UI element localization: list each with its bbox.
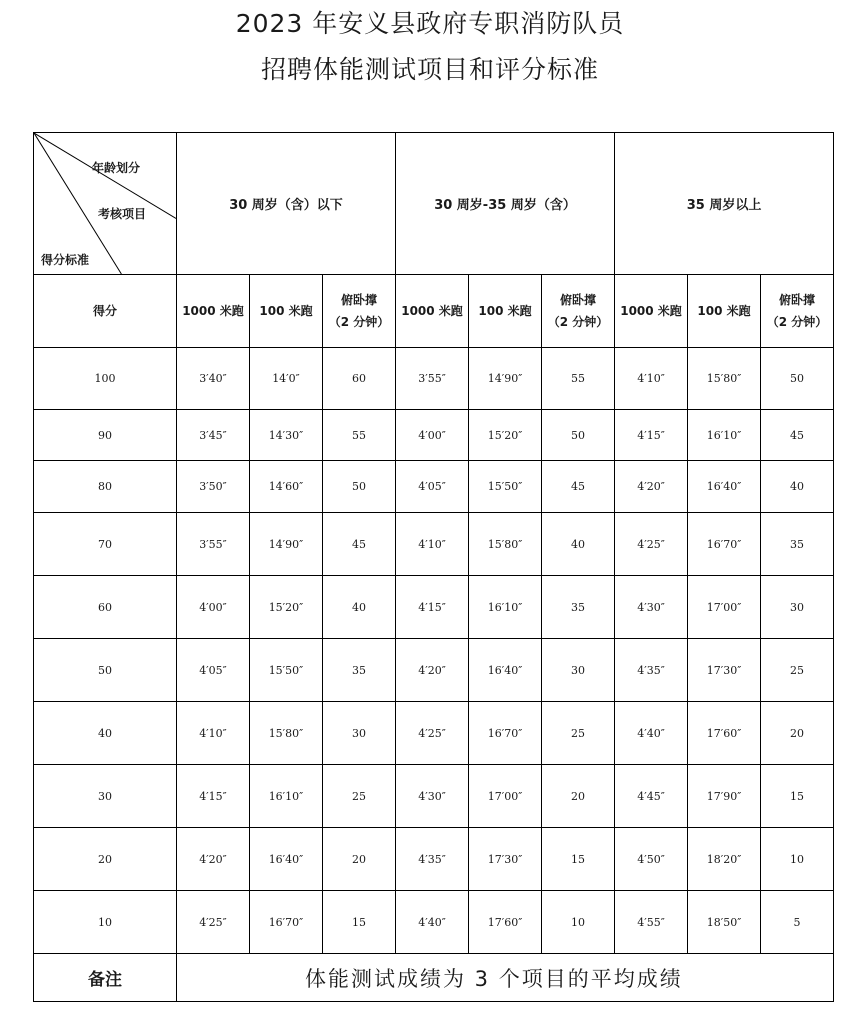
score-cell: 70 xyxy=(34,513,177,576)
corner-age-label: 年龄划分 xyxy=(92,161,141,175)
result-cell: 20 xyxy=(761,702,834,765)
result-cell: 16′70″ xyxy=(250,891,323,954)
test-item-header xyxy=(177,275,250,348)
result-cell: 15 xyxy=(761,765,834,828)
result-cell: 17′00″ xyxy=(469,765,542,828)
note-label: 备注 xyxy=(34,954,177,1002)
test-item-header xyxy=(323,275,396,348)
result-cell: 20 xyxy=(542,765,615,828)
result-cell: 4′15″ xyxy=(615,410,688,461)
score-cell: 30 xyxy=(34,765,177,828)
score-cell: 10 xyxy=(34,891,177,954)
score-cell: 90 xyxy=(34,410,177,461)
score-column-header: 得分 xyxy=(34,275,177,348)
result-cell: 30 xyxy=(542,639,615,702)
result-cell: 17′00″ xyxy=(688,576,761,639)
result-cell: 16′10″ xyxy=(469,576,542,639)
result-cell: 4′00″ xyxy=(396,410,469,461)
result-cell: 25 xyxy=(542,702,615,765)
test-item-duration: （2 分钟） xyxy=(547,315,609,329)
score-cell: 40 xyxy=(34,702,177,765)
result-cell: 15′80″ xyxy=(469,513,542,576)
age-group-header: 30 周岁（含）以下 xyxy=(177,133,396,275)
page-title-line1: 2023 年安义县政府专职消防队员 xyxy=(235,9,625,38)
diagonal-header-cell xyxy=(34,133,177,275)
result-cell: 3′55″ xyxy=(396,348,469,410)
result-cell: 40 xyxy=(542,513,615,576)
result-cell: 50 xyxy=(761,348,834,410)
table-row xyxy=(34,765,834,828)
result-cell: 3′45″ xyxy=(177,410,250,461)
test-item-header xyxy=(469,275,542,348)
result-cell: 4′15″ xyxy=(396,576,469,639)
result-cell: 35 xyxy=(542,576,615,639)
result-cell: 40 xyxy=(323,576,396,639)
result-cell: 45 xyxy=(323,513,396,576)
result-cell: 35 xyxy=(761,513,834,576)
test-item-header xyxy=(761,275,834,348)
test-item-name: 1000 米跑 xyxy=(401,304,463,318)
result-cell: 4′15″ xyxy=(177,765,250,828)
scoring-table xyxy=(33,132,834,1002)
result-cell: 14′90″ xyxy=(469,348,542,410)
test-item-header xyxy=(688,275,761,348)
result-cell: 4′10″ xyxy=(177,702,250,765)
result-cell: 4′10″ xyxy=(615,348,688,410)
score-cell: 100 xyxy=(34,348,177,410)
result-cell: 17′60″ xyxy=(469,891,542,954)
score-cell: 20 xyxy=(34,828,177,891)
result-cell: 20 xyxy=(323,828,396,891)
result-cell: 4′40″ xyxy=(396,891,469,954)
test-item-name: 1000 米跑 xyxy=(620,304,682,318)
result-cell: 15′50″ xyxy=(469,461,542,513)
result-cell: 15 xyxy=(542,828,615,891)
score-cell: 60 xyxy=(34,576,177,639)
result-cell: 4′25″ xyxy=(396,702,469,765)
table-row xyxy=(34,348,834,410)
result-cell: 16′40″ xyxy=(250,828,323,891)
result-cell: 4′35″ xyxy=(615,639,688,702)
score-cell: 80 xyxy=(34,461,177,513)
result-cell: 18′20″ xyxy=(688,828,761,891)
result-cell: 4′35″ xyxy=(396,828,469,891)
result-cell: 14′60″ xyxy=(250,461,323,513)
test-item-header xyxy=(250,275,323,348)
result-cell: 4′25″ xyxy=(177,891,250,954)
result-cell: 16′40″ xyxy=(688,461,761,513)
table-row xyxy=(34,702,834,765)
table-row xyxy=(34,891,834,954)
result-cell: 4′45″ xyxy=(615,765,688,828)
result-cell: 50 xyxy=(542,410,615,461)
test-item-name: 1000 米跑 xyxy=(182,304,244,318)
note-text: 体能测试成绩为 3 个项目的平均成绩 xyxy=(177,954,834,1002)
result-cell: 17′30″ xyxy=(469,828,542,891)
age-group-header: 30 周岁-35 周岁（含） xyxy=(396,133,615,275)
result-cell: 4′20″ xyxy=(615,461,688,513)
result-cell: 40 xyxy=(761,461,834,513)
result-cell: 25 xyxy=(761,639,834,702)
table-row xyxy=(34,828,834,891)
result-cell: 15′50″ xyxy=(250,639,323,702)
result-cell: 14′30″ xyxy=(250,410,323,461)
result-cell: 17′90″ xyxy=(688,765,761,828)
result-cell: 16′40″ xyxy=(469,639,542,702)
result-cell: 4′10″ xyxy=(396,513,469,576)
result-cell: 15′20″ xyxy=(250,576,323,639)
score-cell: 50 xyxy=(34,639,177,702)
test-item-header xyxy=(615,275,688,348)
result-cell: 45 xyxy=(761,410,834,461)
result-cell: 4′00″ xyxy=(177,576,250,639)
result-cell: 4′25″ xyxy=(615,513,688,576)
result-cell: 4′20″ xyxy=(396,639,469,702)
result-cell: 3′40″ xyxy=(177,348,250,410)
result-cell: 35 xyxy=(323,639,396,702)
table-row xyxy=(34,410,834,461)
result-cell: 15′80″ xyxy=(250,702,323,765)
table-row xyxy=(34,639,834,702)
result-cell: 15′80″ xyxy=(688,348,761,410)
result-cell: 15 xyxy=(323,891,396,954)
result-cell: 55 xyxy=(542,348,615,410)
test-item-name: 俯卧撑 xyxy=(341,293,378,307)
result-cell: 18′50″ xyxy=(688,891,761,954)
result-cell: 4′20″ xyxy=(177,828,250,891)
corner-item-label: 考核项目 xyxy=(98,207,147,221)
result-cell: 16′10″ xyxy=(688,410,761,461)
corner-score-label: 得分标准 xyxy=(41,253,90,267)
result-cell: 10 xyxy=(542,891,615,954)
result-cell: 4′30″ xyxy=(615,576,688,639)
table-row xyxy=(34,461,834,513)
test-item-duration: （2 分钟） xyxy=(328,315,390,329)
result-cell: 3′50″ xyxy=(177,461,250,513)
page-title-line2: 招聘体能测试项目和评分标准 xyxy=(260,55,599,84)
result-cell: 45 xyxy=(542,461,615,513)
result-cell: 14′90″ xyxy=(250,513,323,576)
test-item-header xyxy=(396,275,469,348)
test-item-name: 俯卧撑 xyxy=(560,293,597,307)
result-cell: 55 xyxy=(323,410,396,461)
test-item-name: 100 米跑 xyxy=(478,304,532,318)
result-cell: 60 xyxy=(323,348,396,410)
result-cell: 4′50″ xyxy=(615,828,688,891)
result-cell: 14′0″ xyxy=(250,348,323,410)
result-cell: 15′20″ xyxy=(469,410,542,461)
result-cell: 3′55″ xyxy=(177,513,250,576)
result-cell: 5 xyxy=(761,891,834,954)
result-cell: 4′55″ xyxy=(615,891,688,954)
result-cell: 4′30″ xyxy=(396,765,469,828)
result-cell: 4′05″ xyxy=(396,461,469,513)
test-item-name: 100 米跑 xyxy=(259,304,313,318)
result-cell: 4′40″ xyxy=(615,702,688,765)
result-cell: 30 xyxy=(761,576,834,639)
table-row xyxy=(34,576,834,639)
test-item-duration: （2 分钟） xyxy=(766,315,828,329)
test-item-name: 俯卧撑 xyxy=(779,293,816,307)
test-item-header xyxy=(542,275,615,348)
result-cell: 16′70″ xyxy=(688,513,761,576)
table-row xyxy=(34,513,834,576)
result-cell: 50 xyxy=(323,461,396,513)
result-cell: 16′70″ xyxy=(469,702,542,765)
test-item-name: 100 米跑 xyxy=(697,304,751,318)
result-cell: 4′05″ xyxy=(177,639,250,702)
result-cell: 30 xyxy=(323,702,396,765)
result-cell: 25 xyxy=(323,765,396,828)
result-cell: 17′30″ xyxy=(688,639,761,702)
result-cell: 10 xyxy=(761,828,834,891)
result-cell: 16′10″ xyxy=(250,765,323,828)
result-cell: 17′60″ xyxy=(688,702,761,765)
age-group-header: 35 周岁以上 xyxy=(615,133,834,275)
